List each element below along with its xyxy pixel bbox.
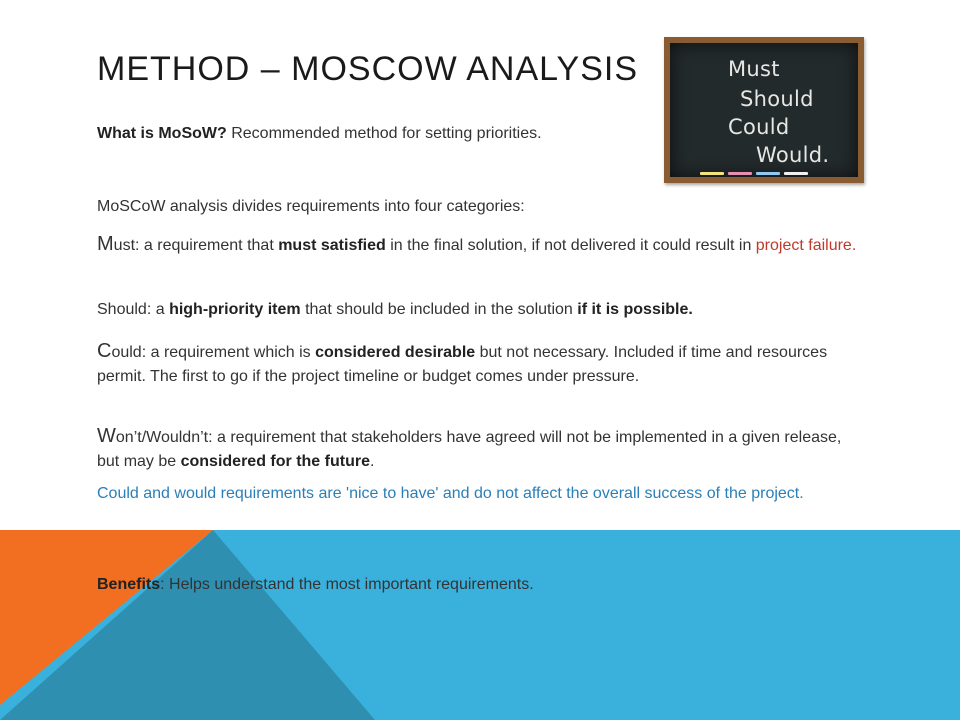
chalk-piece-yellow (700, 172, 724, 175)
could-bold: considered desirable (315, 344, 476, 361)
intro-label: What is MoSoW? (97, 125, 227, 142)
chalkboard-image (664, 37, 864, 183)
wont-text-2: . (369, 453, 375, 470)
could-label: ould (111, 344, 142, 361)
should-text-1: : a (146, 301, 170, 318)
wont-text-1: : a requirement that stakeholders have agreed will not be implemented in a given release, but may be (97, 429, 842, 470)
categories-intro: MoSCoW analysis divides requirements into four categories: (97, 198, 525, 215)
must-bold: must satisfied (278, 237, 386, 254)
must-text-2: in the final solution, if not delivered it could result in (385, 237, 756, 254)
should-paragraph (97, 298, 862, 322)
must-paragraph (97, 232, 862, 258)
chalk-word-should: Should (740, 87, 814, 111)
nice-to-have-note: Could and would requirements are 'nice to have' and do not affect the overall success of the project. (97, 485, 804, 502)
benefits-label: Benefits (97, 576, 161, 593)
could-lead-letter: C (97, 340, 112, 362)
benefits-paragraph (97, 573, 862, 597)
should-text-2: that should be included in the solution (300, 301, 578, 318)
must-lead-letter: M (97, 233, 114, 255)
wont-lead-letter: W (97, 425, 116, 447)
could-text-1: : a requirement which is (141, 344, 316, 361)
should-label: Should (97, 301, 147, 318)
should-bold-1: high-priority item (169, 301, 301, 318)
must-project-failure: project failure. (755, 237, 857, 254)
wont-label: on’t/Wouldn’t (115, 429, 209, 446)
could-text-2: but not necessary. Included if time and resources permit. The first to go if the project timeline or budget comes under pressure. (97, 344, 828, 385)
could-paragraph (97, 339, 862, 389)
chalk-piece-white (784, 172, 808, 175)
chalk-word-must: Must (728, 57, 780, 81)
chalk-piece-pink (728, 172, 752, 175)
must-label: ust (113, 237, 136, 254)
chalk-word-would: Would. (756, 143, 830, 167)
wont-paragraph (97, 424, 862, 474)
chalk-tray (700, 171, 850, 177)
must-text-1: : a requirement that (135, 237, 279, 254)
benefits-text: : Helps understand the most important requirements. (160, 576, 534, 593)
chalkboard-surface (670, 43, 858, 177)
slide-title: METHOD – MOSCOW ANALYSIS (97, 50, 639, 88)
intro-paragraph (97, 122, 862, 146)
chalk-piece-blue (756, 172, 780, 175)
intro-text: Recommended method for setting priorities. (226, 125, 542, 142)
chalk-word-could: Could (728, 115, 790, 139)
should-bold-2: if it is possible. (577, 301, 693, 318)
wont-bold: considered for the future (180, 453, 370, 470)
